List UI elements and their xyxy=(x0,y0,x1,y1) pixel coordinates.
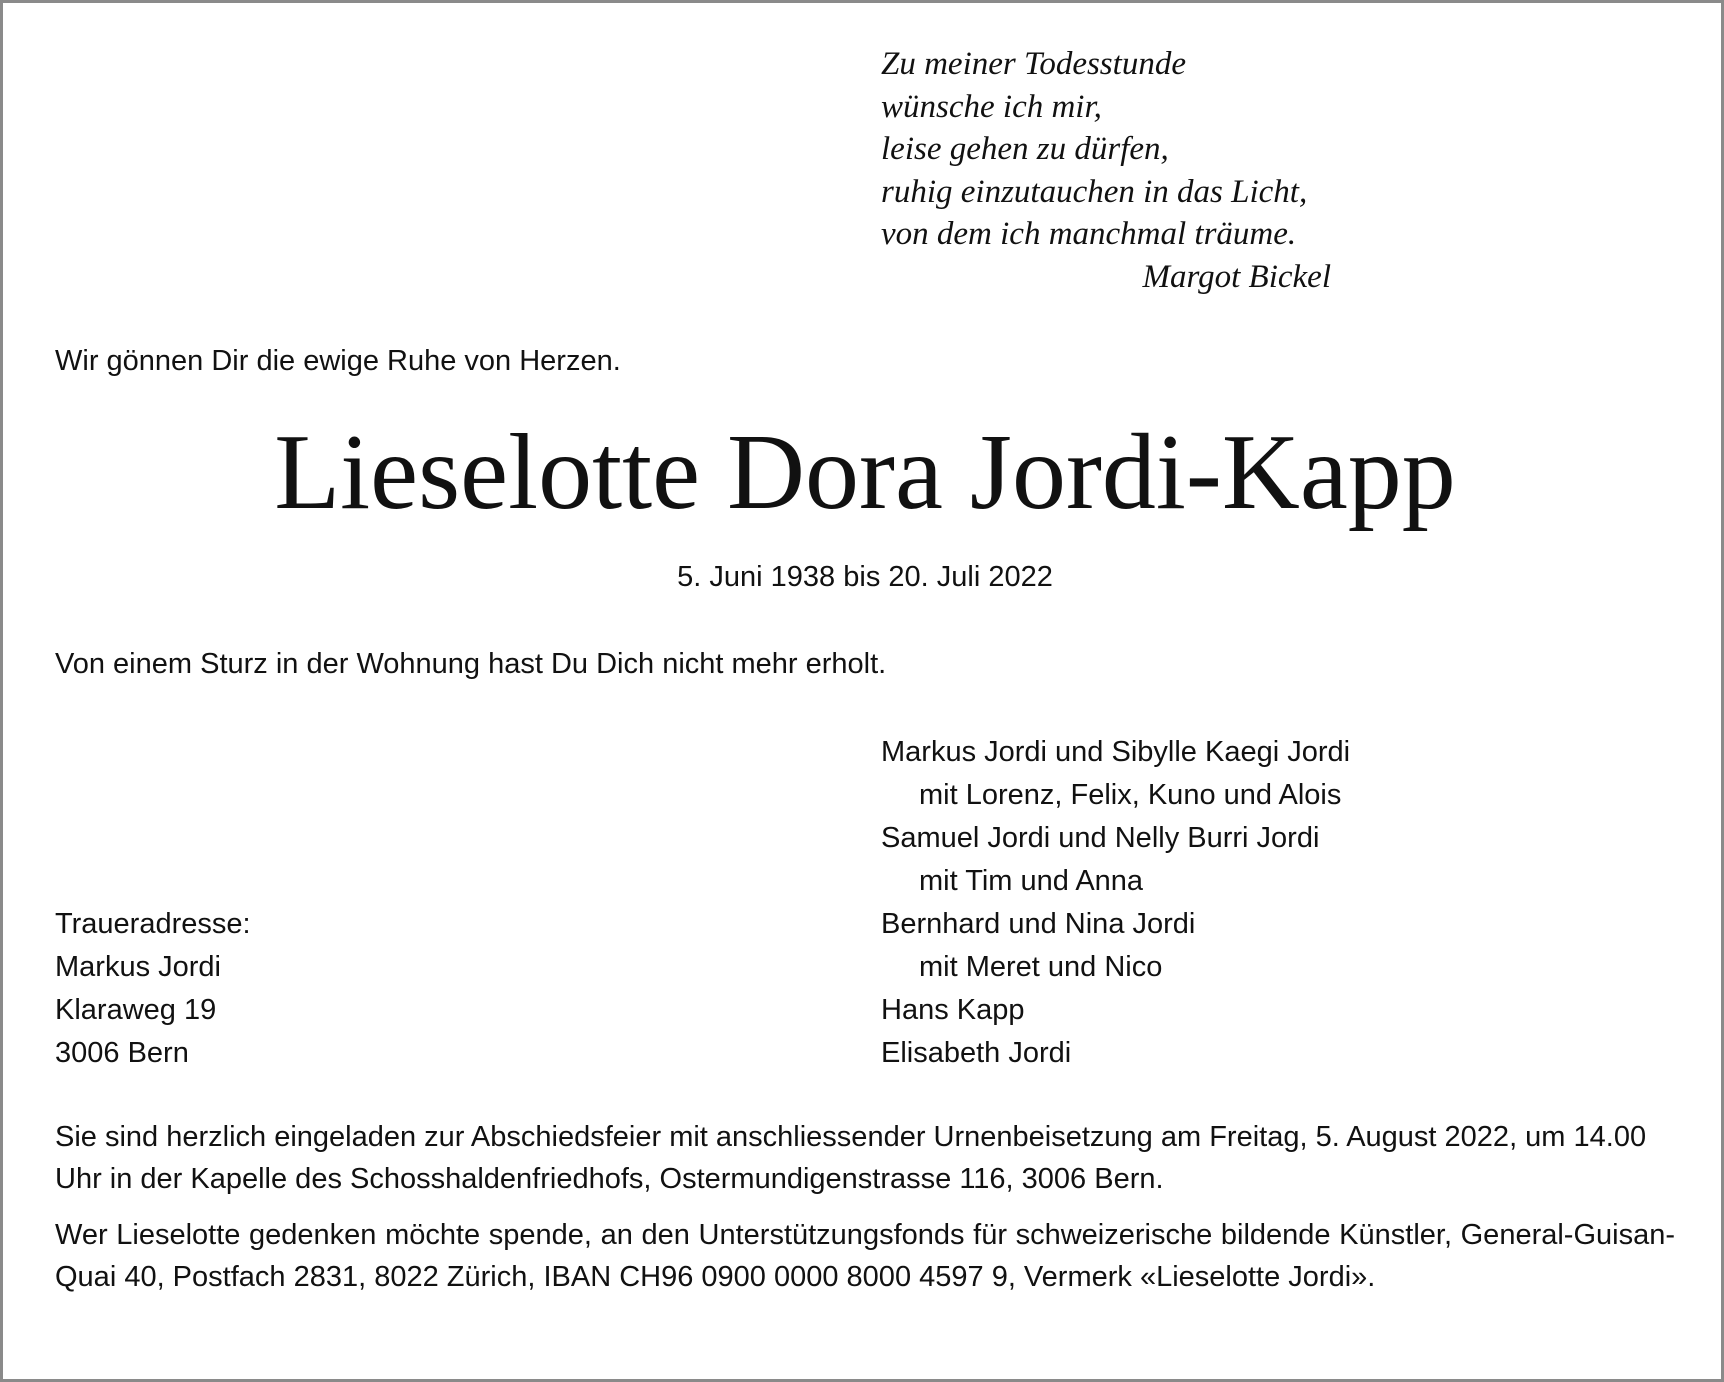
mourner-entry: Samuel Jordi und Nelly Burri Jordi xyxy=(881,822,1320,854)
mourner-children: mit Lorenz, Felix, Kuno und Alois xyxy=(919,779,1342,811)
donation-note: Wer Lieselotte gedenken möchte spende, an den Unterstützungsfonds für schweizerische bildende Künstler, General-Guisan-Quai 40, Postfach 2831, 8022 Zürich, IBAN CH96 0900 0000 8000 4597 9, Vermerk «Lieselotte Jordi». xyxy=(55,1219,1675,1293)
poem-line: von dem ich manchmal träume. xyxy=(881,216,1297,252)
mourner-children: mit Tim und Anna xyxy=(919,865,1144,897)
mourners-list xyxy=(881,731,1350,1075)
mourner-entry: Elisabeth Jordi xyxy=(881,1037,1072,1069)
deceased-name: Lieselotte Dora Jordi-Kapp xyxy=(274,413,1456,532)
poem-author: Margot Bickel xyxy=(1142,258,1331,295)
poem-line: leise gehen zu dürfen, xyxy=(881,131,1169,167)
mourner-children: mit Meret und Nico xyxy=(919,951,1163,983)
poem-quote xyxy=(881,43,1331,298)
ceremony-invitation: Sie sind herzlich eingeladen zur Abschiedsfeier mit anschliessender Urnenbeisetzung am Freitag, 5. August 2022, um 14.00 Uhr in der Kapelle des Schosshaldenfriedhofs, Ostermundigenstrasse 116, 3006 Bern. xyxy=(55,1121,1647,1195)
address-label: Traueradresse: xyxy=(55,908,251,940)
mourner-entry: Bernhard und Nina Jordi xyxy=(881,908,1196,940)
address-name: Markus Jordi xyxy=(55,951,221,983)
intro-text: Wir gönnen Dir die ewige Ruhe von Herzen. xyxy=(55,345,621,377)
life-dates: 5. Juni 1938 bis 20. Juli 2022 xyxy=(677,561,1053,593)
mourning-address xyxy=(55,903,251,1075)
mourner-entry: Hans Kapp xyxy=(881,994,1025,1026)
address-street: Klaraweg 19 xyxy=(55,994,217,1026)
poem-line: Zu meiner Todesstunde xyxy=(881,46,1186,82)
poem-line: ruhig einzutauchen in das Licht, xyxy=(881,173,1308,210)
address-city: 3006 Bern xyxy=(55,1037,189,1069)
mourner-entry: Markus Jordi und Sibylle Kaegi Jordi xyxy=(881,736,1351,768)
poem-line: wünsche ich mir, xyxy=(881,88,1102,125)
death-note: Von einem Sturz in der Wohnung hast Du Dich nicht mehr erholt. xyxy=(55,648,887,680)
